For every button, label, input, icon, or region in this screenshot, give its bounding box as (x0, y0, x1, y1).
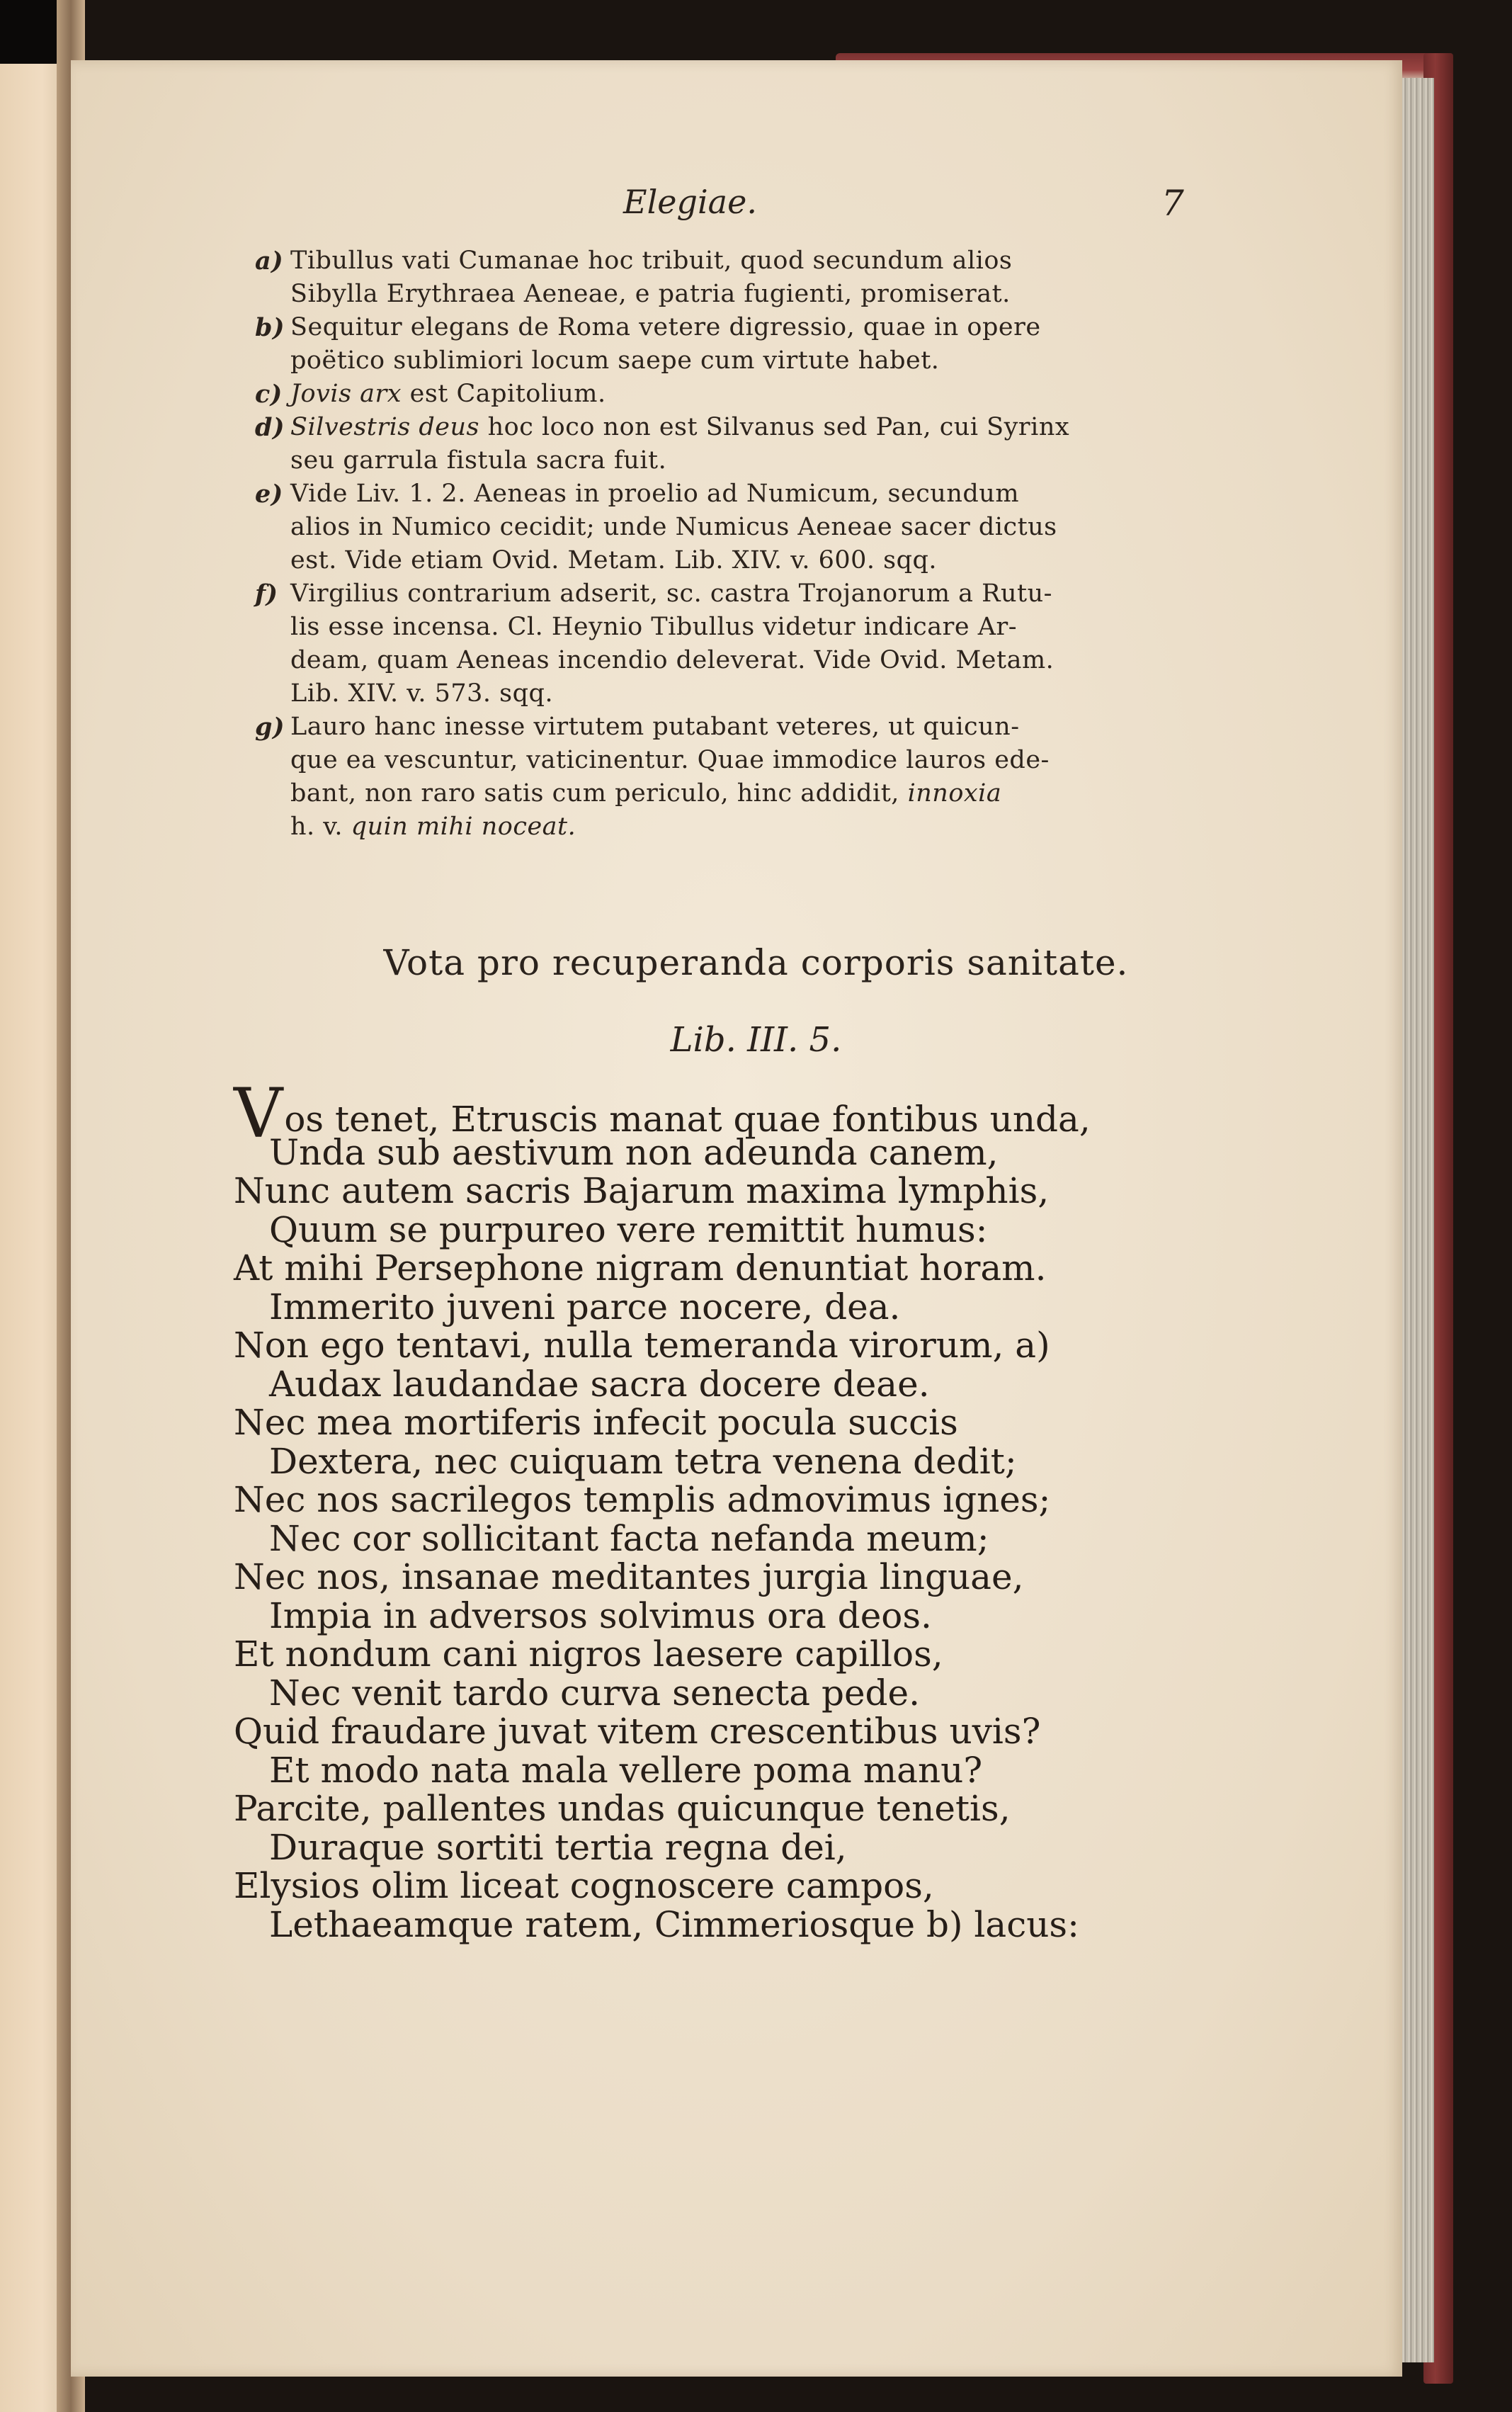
poem-line: At mihi Persephone nigram denuntiat horam. (234, 1247, 1047, 1289)
footnote-line (290, 777, 1204, 810)
footnote-line: Virgilius contrarium adserit, sc. castra Trojanorum a Rutu- (290, 579, 1052, 608)
poem-line: Dextera, nec cuiquam tetra venena dedit; (269, 1440, 1017, 1482)
poem-line: Non ego tentavi, nulla temeranda virorum, a) (234, 1325, 1050, 1366)
footnote-line (290, 378, 1204, 411)
poem-line-text: os tenet, Etruscis manat quae fontibus unda, (284, 1099, 1091, 1140)
footnote-line: seu garrula fistula sacra fuit. (290, 446, 667, 475)
footnote-line: Sibylla Erythraea Aeneae, e patria fugienti, promiserat. (290, 280, 1011, 308)
footnote-line: alios in Numico cecidit; unde Numicus Aeneae sacer dictus (290, 513, 1057, 541)
poem-line: Duraque sortiti tertia regna dei, (269, 1826, 847, 1868)
footnote-line: lis esse incensa. Cl. Heynio Tibullus videtur indicare Ar- (290, 613, 1018, 641)
footnote-line (290, 810, 1204, 844)
running-head: Elegiae. (623, 183, 757, 221)
poem-line: Unda sub aestivum non adeunda canem, (269, 1131, 999, 1173)
poem-line: Quum se purpureo vere remittit humus: (269, 1208, 988, 1250)
footnote-text: hoc loco non est Silvanus sed Pan, cui Syrinx (479, 413, 1070, 441)
footnote-italic: Jovis arx (290, 380, 402, 408)
footnote-line: Lauro hanc inesse virtutem putabant veteres, ut quicun- (290, 713, 1020, 741)
poem-line: Immerito juveni parce nocere, dea. (269, 1286, 901, 1327)
poem-line: Nec venit tardo curva senecta pede. (269, 1672, 921, 1714)
poem-title: Vota pro recuperanda corporis sanitate. (383, 942, 1129, 983)
footnote-mark: e) (255, 480, 283, 509)
footnote-text: est Capitolium. (402, 380, 606, 408)
footnote-mark: c) (255, 380, 283, 409)
footnote-italic: innoxia (907, 779, 1002, 808)
footnote-text: h. v. (290, 813, 351, 841)
footnote-line: poëtico sublimiori locum saepe cum virtute habet. (290, 346, 940, 375)
footnote-line: Tibullus vati Cumanae hoc tribuit, quod secundum alios (290, 247, 1013, 275)
poem-subtitle: Lib. III. 5. (670, 1020, 842, 1060)
footnote-mark: d) (255, 413, 285, 442)
footnote-line: deam, quam Aeneas incendio deleverat. Vide Ovid. Metam. (290, 646, 1055, 674)
drop-cap: V (234, 1074, 283, 1153)
poem-line: Parcite, pallentes undas quicunque tenetis, (234, 1788, 1011, 1829)
footnote-a (255, 244, 1204, 311)
poem-line: Nec mea mortiferis infecit pocula succis (234, 1402, 958, 1443)
footnote-line: Vide Liv. 1. 2. Aeneas in proelio ad Numicum, secundum (290, 480, 1020, 508)
footnote-line: Sequitur elegans de Roma vetere digressio, quae in opere (290, 313, 1041, 341)
footnotes (255, 244, 1204, 844)
footnote-d (255, 411, 1204, 477)
poem-line: Impia in adversos solvimus ora deos. (269, 1595, 932, 1636)
footnote-text: bant, non raro satis cum periculo, hinc addidit, (290, 779, 908, 808)
footnote-line: que ea vescuntur, vaticinentur. Quae immodice lauros ede- (290, 746, 1050, 774)
footnote-g (255, 710, 1204, 844)
footnote-line: Lib. XIV. v. 573. sqq. (290, 679, 554, 708)
poem-line: Nec nos sacrilegos templis admovimus ignes; (234, 1479, 1051, 1520)
footnote-mark: g) (255, 713, 285, 742)
poem-line: Quid fraudare juvat vitem crescentibus uvis? (234, 1711, 1041, 1752)
footnote-b (255, 311, 1204, 378)
poem-line: Et nondum cani nigros laesere capillos, (234, 1634, 943, 1675)
poem-line: Audax laudandae sacra docere deae. (269, 1363, 930, 1405)
footnote-line: est. Vide etiam Ovid. Metam. Lib. XIV. v. 600. sqq. (290, 546, 938, 574)
footnote-mark: b) (255, 313, 285, 342)
poem-line: Et modo nata mala vellere poma manu? (269, 1749, 983, 1791)
page-number: 7 (1161, 183, 1184, 224)
footnote-mark: a) (255, 247, 284, 276)
poem-line: Nec nos, insanae meditantes jurgia linguae, (234, 1556, 1024, 1597)
poem-line: Nunc autem sacris Bajarum maxima lymphis, (234, 1170, 1050, 1211)
poem-line: Elysios olim liceat cognoscere campos, (234, 1865, 934, 1906)
footnote-italic: Silvestris deus (290, 413, 480, 441)
footnote-c (255, 378, 1204, 411)
footnote-mark: f) (255, 579, 278, 608)
footnote-e (255, 477, 1204, 577)
footnote-line (290, 411, 1204, 444)
footnote-f (255, 577, 1204, 710)
poem-line: Nec cor sollicitant facta nefanda meum; (269, 1517, 989, 1559)
poem-line: Lethaeamque ratem, Cimmeriosque b) lacus: (269, 1903, 1079, 1945)
poem-body (234, 1074, 1197, 1945)
footnote-italic: quin mihi noceat. (351, 813, 576, 841)
